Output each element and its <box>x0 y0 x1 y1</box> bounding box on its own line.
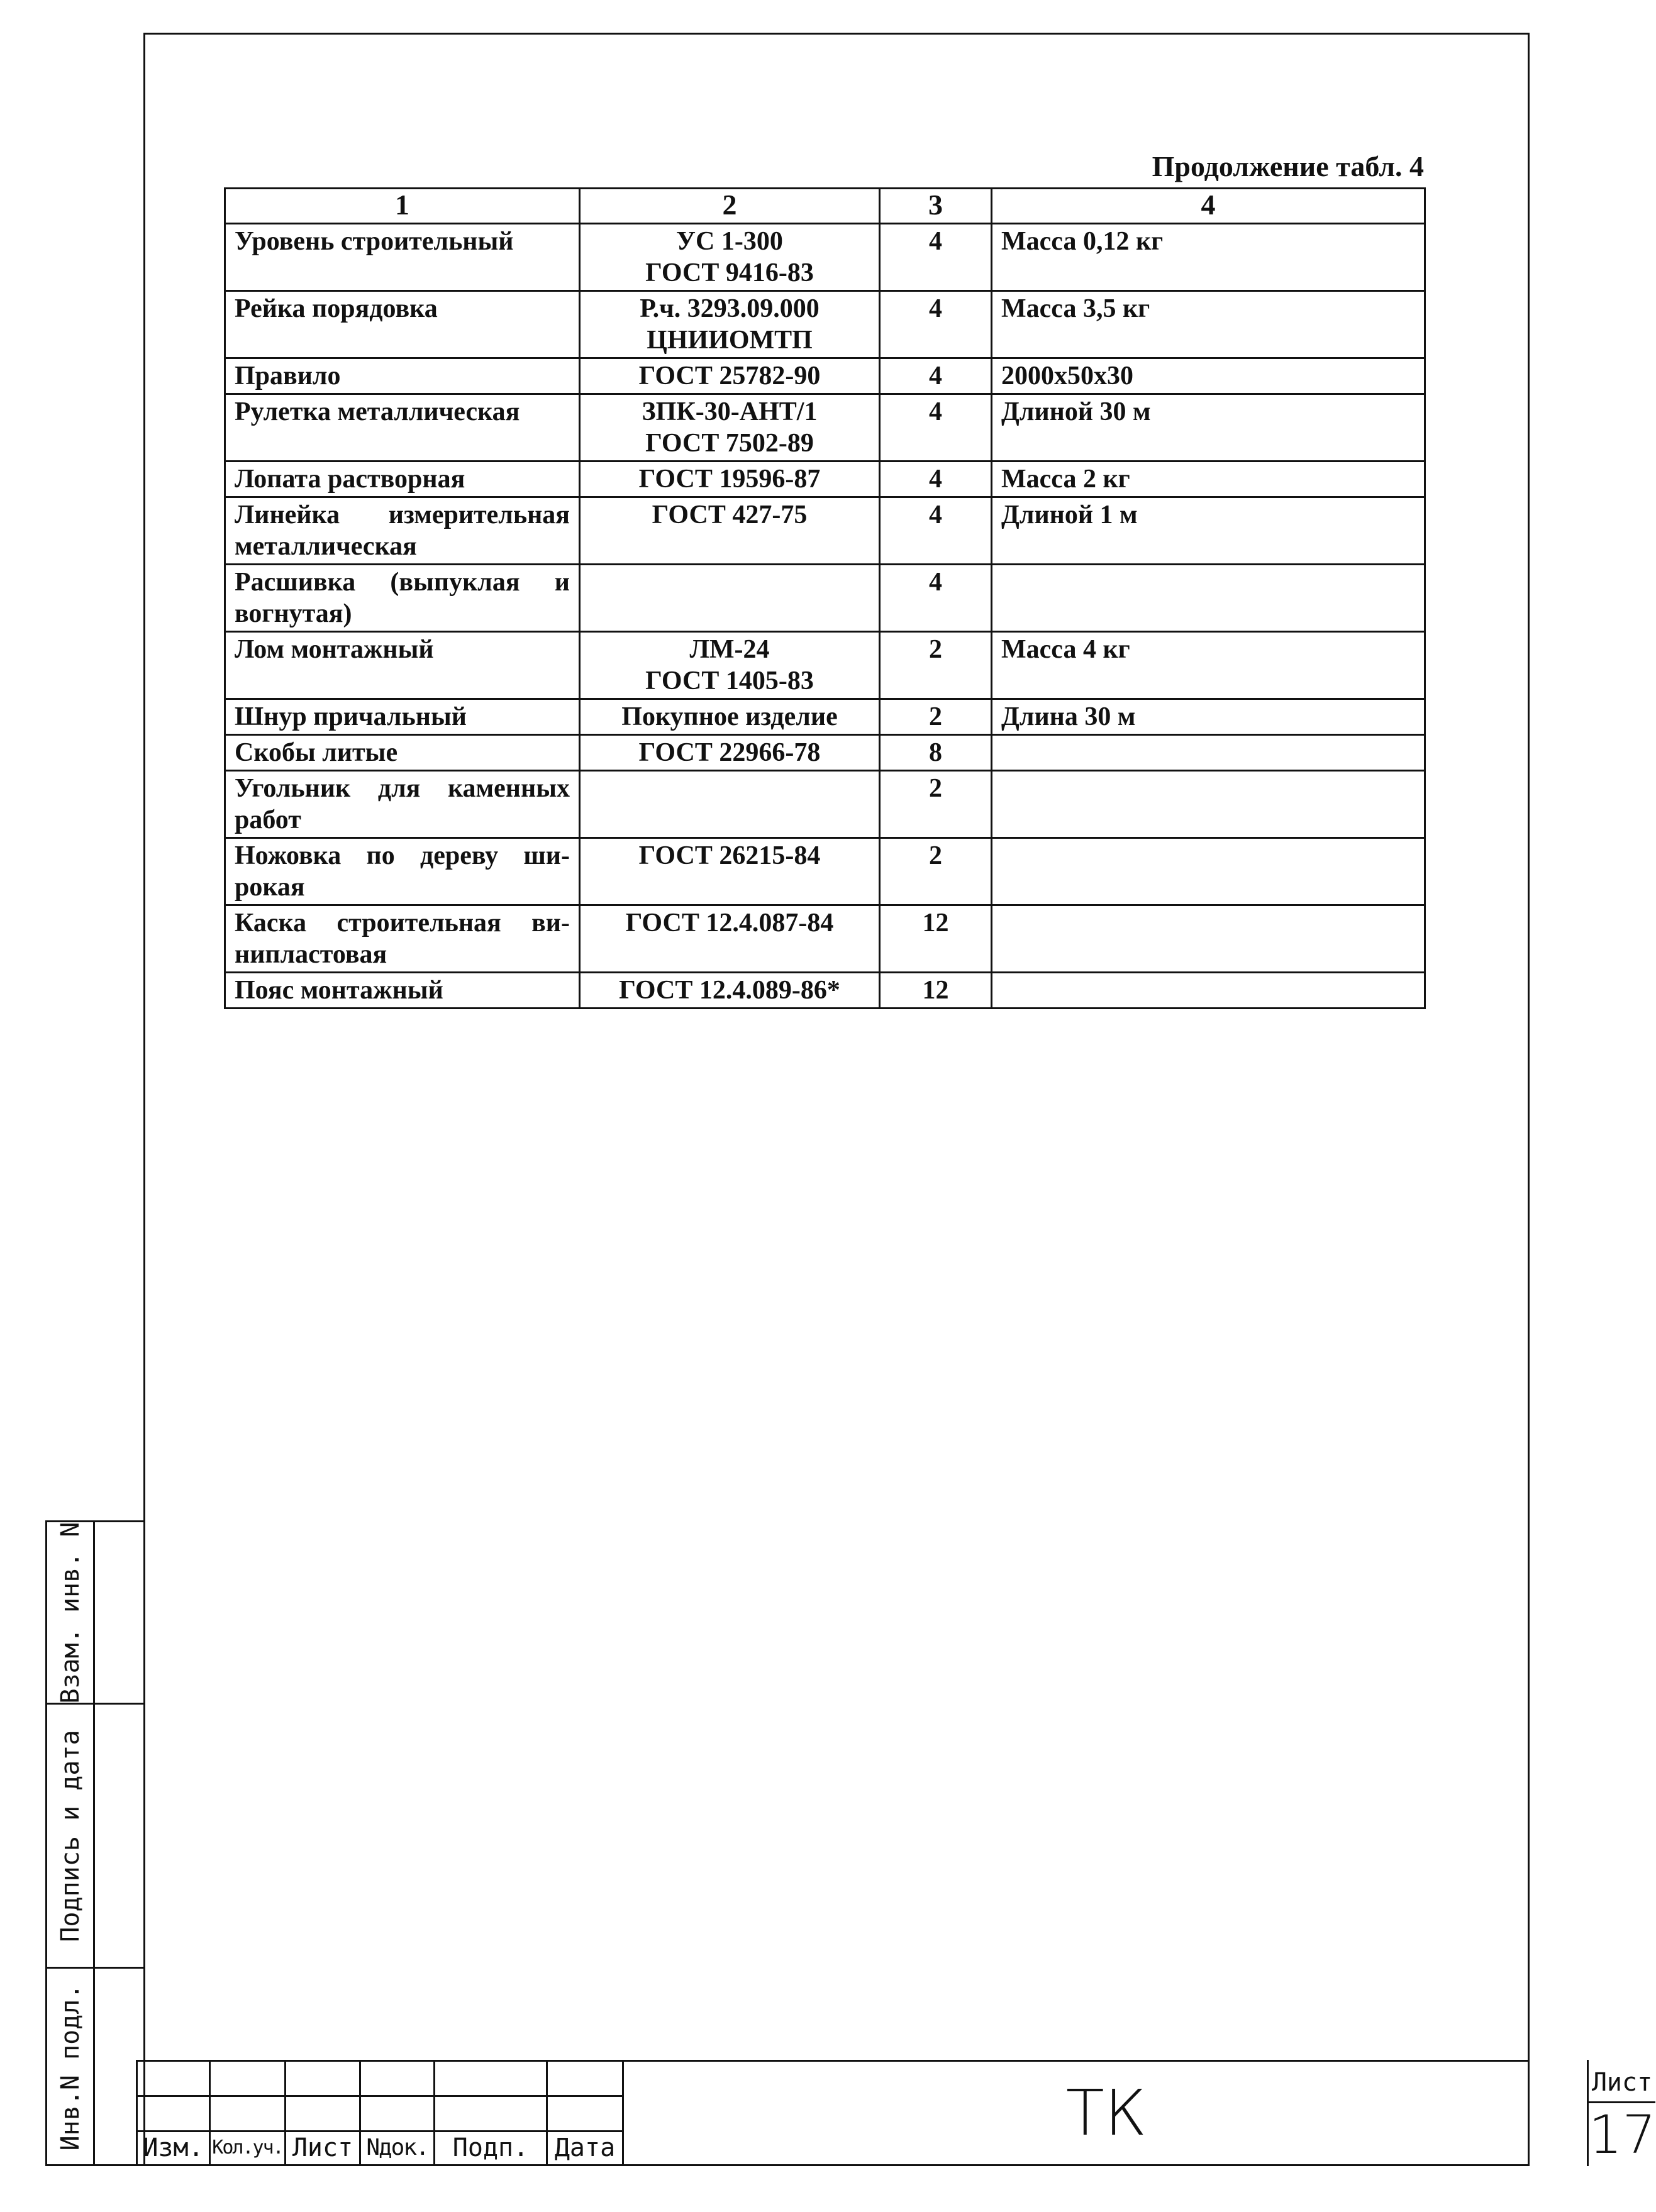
title-block-izm: Изм. <box>143 2133 204 2162</box>
table-continuation-caption: Продолжение табл. 4 <box>1152 150 1424 182</box>
item-name-cell: Ножовка по дереву ши-рокая <box>225 838 580 905</box>
side-stamp-vzam-label: Взам. инв. N <box>55 1522 85 1703</box>
item-note-cell <box>992 905 1425 973</box>
title-block-kol-uch: Кол.уч. <box>212 2137 283 2159</box>
title-block-podp: Подп. <box>452 2133 529 2162</box>
sheet-number: 17 <box>1589 2104 1656 2165</box>
title-block <box>136 2060 1656 2166</box>
item-qty-cell: 4 <box>880 497 992 565</box>
table-row <box>225 358 1425 394</box>
item-ref-cell <box>580 565 880 632</box>
item-ref-cell: ГОСТ 427-75 <box>580 497 880 565</box>
item-qty-cell: 4 <box>880 358 992 394</box>
side-stamp-inv-cell <box>47 1969 143 2166</box>
item-note-cell <box>992 771 1425 838</box>
item-note-cell: Масса 0,12 кг <box>992 224 1425 291</box>
item-qty-cell: 12 <box>880 905 992 973</box>
item-name-cell: Пояс монтажный <box>225 973 580 1009</box>
table-row <box>225 291 1425 358</box>
table-row <box>225 497 1425 565</box>
table-row <box>225 224 1425 291</box>
header-cell: 2 <box>580 189 880 224</box>
table-row <box>225 462 1425 497</box>
item-note-cell <box>992 973 1425 1009</box>
item-note-cell: Длиной 30 м <box>992 394 1425 462</box>
item-name-cell: Угольник для каменных работ <box>225 771 580 838</box>
item-name-cell: Рейка порядовка <box>225 291 580 358</box>
item-note-cell <box>992 838 1425 905</box>
table-row <box>225 394 1425 462</box>
item-name-cell: Линейка измерительная металлическая <box>225 497 580 565</box>
table-row <box>225 632 1425 699</box>
table-row <box>225 905 1425 973</box>
sheet-label: Лист <box>1591 2068 1653 2097</box>
equipment-table-body <box>225 189 1425 1009</box>
item-ref-cell: ГОСТ 22966-78 <box>580 735 880 771</box>
item-name-cell: Расшивка (выпуклая и вогнутая) <box>225 565 580 632</box>
item-note-cell: Длина 30 м <box>992 699 1425 735</box>
item-ref-cell: ЗПК-30-АНТ/1 ГОСТ 7502-89 <box>580 394 880 462</box>
side-stamp-vzam-cell <box>47 1522 143 1705</box>
item-name-cell: Шнур причальный <box>225 699 580 735</box>
item-name-cell: Лопата растворная <box>225 462 580 497</box>
item-ref-cell: Покупное изделие <box>580 699 880 735</box>
table-row <box>225 735 1425 771</box>
item-note-cell <box>992 735 1425 771</box>
item-ref-cell: Р.ч. 3293.09.000 ЦНИИОМТП <box>580 291 880 358</box>
item-qty-cell: 4 <box>880 565 992 632</box>
table-row <box>225 771 1425 838</box>
item-name-cell: Каска строительная ви-нипластовая <box>225 905 580 973</box>
item-note-cell: 2000х50х30 <box>992 358 1425 394</box>
item-qty-cell: 2 <box>880 632 992 699</box>
side-stamp-podpis-label: Подпись и дата <box>55 1729 85 1942</box>
item-ref-cell: ГОСТ 12.4.089-86* <box>580 973 880 1009</box>
table-row <box>225 973 1425 1009</box>
item-note-cell: Масса 4 кг <box>992 632 1425 699</box>
title-block-ndok: Nдок. <box>366 2135 428 2160</box>
table-header-row <box>225 189 1425 224</box>
item-qty-cell: 4 <box>880 462 992 497</box>
item-qty-cell: 4 <box>880 224 992 291</box>
item-ref-cell: ЛМ-24 ГОСТ 1405-83 <box>580 632 880 699</box>
item-name-cell: Уровень строительный <box>225 224 580 291</box>
item-name-cell: Скобы литые <box>225 735 580 771</box>
item-qty-cell: 2 <box>880 699 992 735</box>
equipment-table <box>224 187 1426 1009</box>
item-ref-cell: ГОСТ 12.4.087-84 <box>580 905 880 973</box>
side-stamp <box>45 1520 143 2166</box>
item-ref-cell: ГОСТ 25782-90 <box>580 358 880 394</box>
item-qty-cell: 4 <box>880 394 992 462</box>
item-qty-cell: 8 <box>880 735 992 771</box>
item-note-cell: Длиной 1 м <box>992 497 1425 565</box>
item-note-cell: Масса 2 кг <box>992 462 1425 497</box>
item-note-cell: Масса 3,5 кг <box>992 291 1425 358</box>
item-name-cell: Правило <box>225 358 580 394</box>
table-row <box>225 699 1425 735</box>
item-note-cell <box>992 565 1425 632</box>
header-cell: 4 <box>992 189 1425 224</box>
side-stamp-podpis-cell <box>47 1705 143 1969</box>
item-qty-cell: 4 <box>880 291 992 358</box>
item-ref-cell: УС 1-300 ГОСТ 9416-83 <box>580 224 880 291</box>
header-cell: 3 <box>880 189 992 224</box>
item-qty-cell: 2 <box>880 771 992 838</box>
item-ref-cell: ГОСТ 26215-84 <box>580 838 880 905</box>
document-code: ТК <box>1065 2076 1147 2150</box>
side-stamp-inv-label: Инв.N подл. <box>55 1984 85 2151</box>
title-block-data: Дата <box>554 2133 616 2162</box>
title-block-list: Лист <box>292 2133 353 2162</box>
table-row <box>225 565 1425 632</box>
header-cell: 1 <box>225 189 580 224</box>
item-ref-cell <box>580 771 880 838</box>
item-ref-cell: ГОСТ 19596-87 <box>580 462 880 497</box>
item-name-cell: Лом монтажный <box>225 632 580 699</box>
item-name-cell: Рулетка металлическая <box>225 394 580 462</box>
item-qty-cell: 2 <box>880 838 992 905</box>
item-qty-cell: 12 <box>880 973 992 1009</box>
table-row <box>225 838 1425 905</box>
